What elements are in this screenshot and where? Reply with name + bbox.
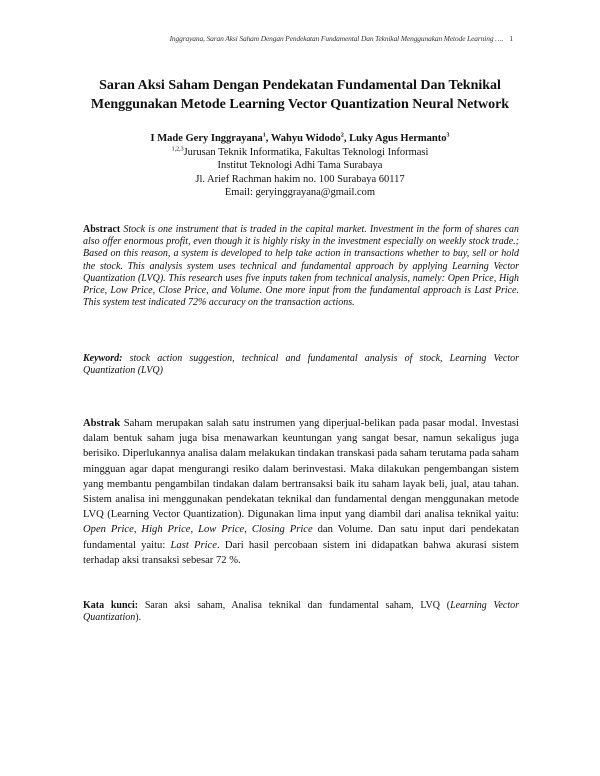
- keywords-english: [83, 353, 519, 377]
- affiliation-2: Institut Teknologi Adhi Tama Surabaya: [217, 160, 383, 171]
- abstract-indonesian: [83, 416, 519, 568]
- email: Email: geryinggrayana@gmail.com: [224, 187, 376, 198]
- author-sep: ,: [265, 133, 271, 144]
- affiliation-1: Jurusan Teknik Informatika, Fakultas Teknologi Informasi: [183, 146, 429, 158]
- title-line-1: Saran Aksi Saham Dengan Pendekatan Fundamental Dan Teknikal: [99, 78, 501, 93]
- running-head-text: Inggrayana, Saran Aksi Saham Dengan Pendekatan Fundamental Dan Teknikal Menggunakan Metode Learning ….: [169, 34, 504, 43]
- affiliation-line: [60, 146, 540, 160]
- abstrak-text-1: Saham merupakan salah satu instrumen yang diperjual-belikan pada pasar modal. Investasi dalam bentuk saham juga bisa menawarkan keuntungan yang sangat besar, namun sekaligus juga berisiko. Diperlukannya analisa dalam melakukan tindakan transkasi pada saham terutama pada saham mingguan agar dapat mengurangi resiko dalam berinvestasi. Maka dilakukan pengembangan sistem yang membantu pengambilan tindakan dalam bertransaksi baik itu saham layak beli, jual, atau tahan. Sistem analisa ini menggunakan pendekatan teknikal dan fundamental dengan menggunakan metode LVQ (Learning Vector Quantization). Digunakan lima input yang diambil dari analisa teknikal yaitu:: [83, 418, 519, 521]
- separator: ,: [190, 524, 199, 536]
- kata-kunci-lvq: Learning Vector Quantization: [83, 600, 520, 624]
- author-2-sup: 2: [340, 132, 344, 139]
- kata-kunci-end: ).: [135, 612, 142, 624]
- kata-kunci-text: Saran aksi saham, Analisa teknikal dan fundamental saham, LVQ (: [138, 600, 451, 611]
- author-3-sup: 3: [446, 132, 450, 139]
- author-1: I Made Gery Inggrayana: [150, 133, 263, 144]
- abstrak-text-2: dan Volume. Dan satu input dari pendekatan fundamental yaitu:: [83, 524, 519, 551]
- author-1-sup: 1: [262, 132, 266, 139]
- high-price: High Price: [141, 524, 191, 536]
- separator: ,: [133, 524, 142, 536]
- paper-title: [60, 76, 540, 114]
- abstract-english: [83, 224, 519, 309]
- author-2: Wahyu Widodo: [270, 133, 341, 144]
- closing-price: Closing Price: [251, 524, 313, 536]
- low-price: Low Price: [198, 524, 245, 536]
- kata-kunci-label: Kata kunci:: [83, 600, 139, 611]
- keyword-label: Keyword:: [83, 353, 123, 364]
- abstract-text: Stock is one instrument that is traded in the capital market. Investment in the form of shares can also offer enormous profit, even though it is highly risky in the investment especially on weekly stock trade.; Based on this reason, a system is developed to help take action in transactions whether to buy, sell or hold the stock. This analysis system uses technical and fundamental approach by applying Learning Vector Quantization (LVQ). This research uses five inputs taken from technical analysis, namely: Open Price, High Price, Low Price, Close Price, and Volume. One more input from the fundamental approach is Last Price. This system test indicated 72% accuracy on the transaction actions.: [83, 224, 519, 309]
- title-line-2: Menggunakan Metode Learning Vector Quantization Neural Network: [90, 97, 510, 112]
- keyword-text: stock action suggestion, technical and fundamental analysis of stock, Learning Vector Quantization (LVQ): [83, 353, 519, 377]
- abstrak-text-3: . Dari hasil percobaan sistem ini didapatkan bahwa akurasi sistem terhadap aksi transaksi sebesar 72 %.: [83, 539, 519, 566]
- open-price: Open Price: [83, 524, 134, 536]
- affiliation-sup: 1,2,3: [171, 146, 184, 152]
- author-block: [60, 132, 540, 200]
- running-head: [120, 34, 513, 43]
- abstract-label: Abstract: [83, 224, 121, 235]
- abstrak-label: Abstrak: [83, 418, 121, 429]
- last-price: Last Price: [170, 539, 217, 551]
- page-number: 1: [509, 34, 513, 43]
- author-3: Luky Agus Hermanto: [349, 133, 447, 144]
- address: Jl. Arief Rachman hakim no. 100 Surabaya 60117: [195, 173, 405, 185]
- author-sep: ,: [343, 133, 350, 144]
- separator: ,: [244, 524, 252, 536]
- author-names: [60, 132, 540, 146]
- keywords-indonesian: [83, 600, 519, 624]
